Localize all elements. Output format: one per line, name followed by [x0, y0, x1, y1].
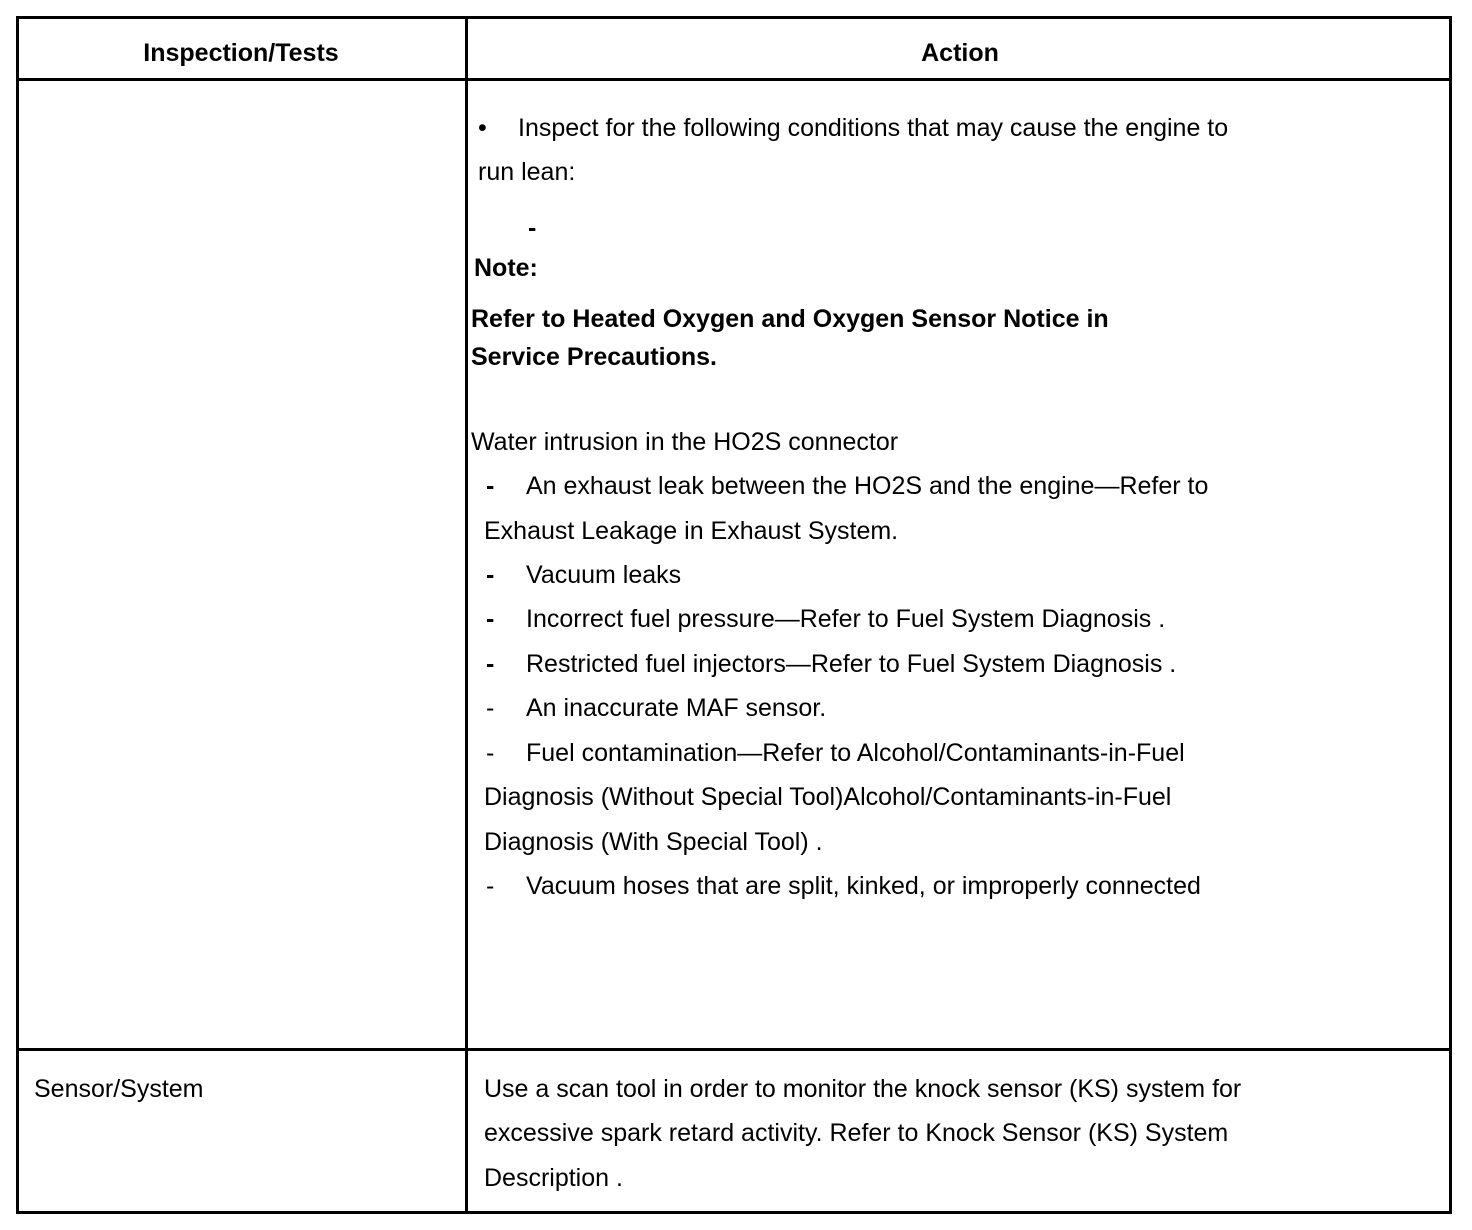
row2-action-line-2: excessive spark retard activity. Refer to Knock Sensor (KS) System	[484, 1119, 1229, 1147]
row2-action-line-1: Use a scan tool in order to monitor the knock sensor (KS) system for	[484, 1075, 1242, 1103]
list-item-fuel-contamination: Fuel contamination—Refer to Alcohol/Contaminants-in-Fuel	[526, 739, 1185, 767]
note-line-1: Refer to Heated Oxygen and Oxygen Sensor Notice in	[471, 305, 1109, 333]
list-item-vacuum-leaks: Vacuum leaks	[526, 561, 682, 589]
list-item-fuel-contamination-cont-2: Diagnosis (With Special Tool) .	[484, 828, 823, 856]
row2-inspection-sensor-system: Sensor/System	[34, 1075, 204, 1103]
list-dash: -	[486, 605, 495, 633]
list-dash: -	[486, 694, 495, 722]
note-label: Note:	[474, 254, 538, 282]
list-item-fuel-contamination-cont-1: Diagnosis (Without Special Tool)Alcohol/Contaminants-in-Fuel	[484, 783, 1172, 811]
header-divider	[16, 78, 1452, 81]
list-dash: -	[486, 650, 495, 678]
bullet-dot: •	[478, 114, 487, 142]
list-item-exhaust-leak-cont: Exhaust Leakage in Exhaust System.	[484, 517, 899, 545]
list-dash: -	[486, 472, 495, 500]
list-dash: -	[486, 561, 495, 589]
intro-line-1: Inspect for the following conditions that may cause the engine to	[518, 114, 1229, 142]
list-item-vacuum-hoses: Vacuum hoses that are split, kinked, or improperly connected	[526, 872, 1201, 900]
header-inspection-tests: Inspection/Tests	[143, 39, 339, 67]
header-action: Action	[921, 39, 999, 67]
lone-dash: -	[528, 214, 537, 242]
list-item-exhaust-leak: An exhaust leak between the HO2S and the engine—Refer to	[526, 472, 1209, 500]
note-line-2: Service Precautions.	[471, 343, 717, 371]
list-item-fuel-injectors: Restricted fuel injectors—Refer to Fuel System Diagnosis .	[526, 650, 1177, 678]
column-divider	[465, 16, 468, 1214]
list-item-maf-sensor: An inaccurate MAF sensor.	[526, 694, 827, 722]
list-dash: -	[486, 872, 495, 900]
intro-line-2: run lean:	[478, 158, 576, 186]
row-divider	[16, 1048, 1452, 1051]
row2-action-line-3: Description .	[484, 1164, 623, 1192]
list-item-fuel-pressure: Incorrect fuel pressure—Refer to Fuel System Diagnosis .	[526, 605, 1166, 633]
water-intrusion-line: Water intrusion in the HO2S connector	[471, 428, 899, 456]
list-dash: -	[486, 739, 495, 767]
